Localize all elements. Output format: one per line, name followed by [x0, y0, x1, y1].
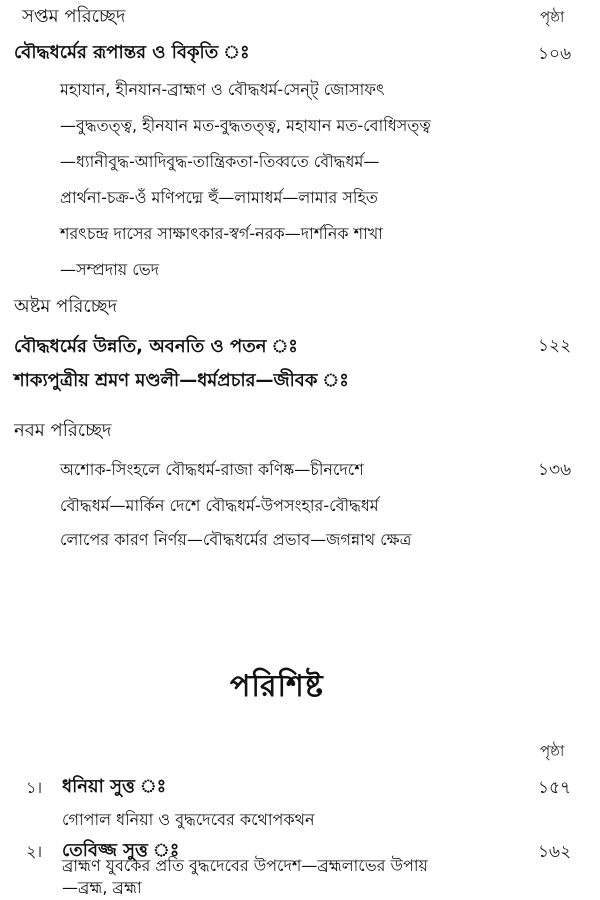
chapter-9-title: নবম পরিচ্ছেদ	[14, 420, 112, 441]
chapter-8-heading: বৌদ্ধধর্মের উন্নতি, অবনতি ও পতন ঃ	[14, 336, 298, 357]
appendix-page-column-label: পৃষ্ঠা	[540, 742, 565, 760]
chapter-9-line-1: অশোক-সিংহলে বৌদ্ধধর্ম-রাজা কণিষ্ক—চীনদেশে	[60, 460, 364, 479]
appendix-item-2-heading: তেবিজ্জ সুত্ত ঃ	[62, 840, 180, 861]
chapter-7-line-3: —ধ্যানীবুদ্ধ-আদিবুদ্ধ-তান্ত্রিকতা-তিব্বতে বৌদ্ধধর্ম—	[60, 152, 380, 171]
appendix-item-1-number: ১।	[26, 778, 43, 797]
appendix-item-2-line-2: —ব্রহ্ম, ব্রহ্মা	[62, 878, 142, 897]
appendix-item-2-number: ২।	[26, 842, 43, 861]
chapter-9-page-number: ১৩৬	[538, 460, 572, 480]
appendix-item-2-page-number: ১৬২	[538, 842, 572, 862]
chapter-7-line-6: —সম্প্রদায় ভেদ	[60, 260, 160, 279]
appendix-title: পরিশিষ্ট	[230, 669, 324, 704]
chapter-7-heading: বৌদ্ধধর্মের রূপান্তর ও বিকৃতি ঃ	[14, 42, 250, 63]
chapter-7-line-2: —বুদ্ধতত্ত্ব, হীনযান মত-বুদ্ধতত্ত্ব, মহাযান মত-বোধিসত্ত্ব	[60, 116, 431, 135]
chapter-8-subheading: শাক্যপুত্রীয় শ্রমণ মণ্ডলী—ধর্মপ্রচার—জীবক ঃ	[14, 370, 349, 391]
chapter-7-page-number: ১০৬	[538, 44, 572, 64]
appendix-item-1-heading: ধনিয়া সুত্ত ঃ	[62, 776, 167, 797]
page-column-label: পৃষ্ঠা	[540, 8, 565, 26]
chapter-7-line-4: প্রার্থনা-চক্র-ওঁ মণিপদ্মে হুঁ—লামাধর্ম—লামার সহিত	[60, 188, 378, 207]
chapter-7-title: সপ্তম পরিচ্ছেদ	[22, 6, 126, 27]
chapter-8-title: অষ্টম পরিচ্ছেদ	[14, 296, 118, 317]
chapter-7-line-5: শরৎচন্দ্র দাসের সাক্ষাৎকার-স্বর্গ-নরক—দার্শনিক শাখা	[60, 224, 383, 243]
appendix-item-2-line-1: ব্রাহ্মণ যুবকের প্রতি বুদ্ধদেবের উপদেশ—ব্রহ্মলাভের উপায়	[62, 856, 428, 875]
chapter-9-line-2: বৌদ্ধধর্ম—মার্কিন দেশে বৌদ্ধধর্ম-উপসংহার-বৌদ্ধধর্ম	[60, 496, 379, 515]
appendix-item-1-page-number: ১৫৭	[538, 778, 572, 798]
chapter-9-line-3: লোপের কারণ নির্ণয়—বৌদ্ধধর্মের প্রভাব—জগন্নাথ ক্ষেত্র	[60, 530, 412, 549]
appendix-item-1-line-1: গোপাল ধনিয়া ও বুদ্ধদেবের কথোপকথন	[62, 810, 315, 829]
chapter-8-page-number: ১২২	[538, 336, 572, 356]
chapter-7-line-1: মহাযান, হীনযান-ব্রাহ্মণ ও বৌদ্ধধর্ম-সেন্ট্ জোসাফৎ	[60, 80, 385, 99]
